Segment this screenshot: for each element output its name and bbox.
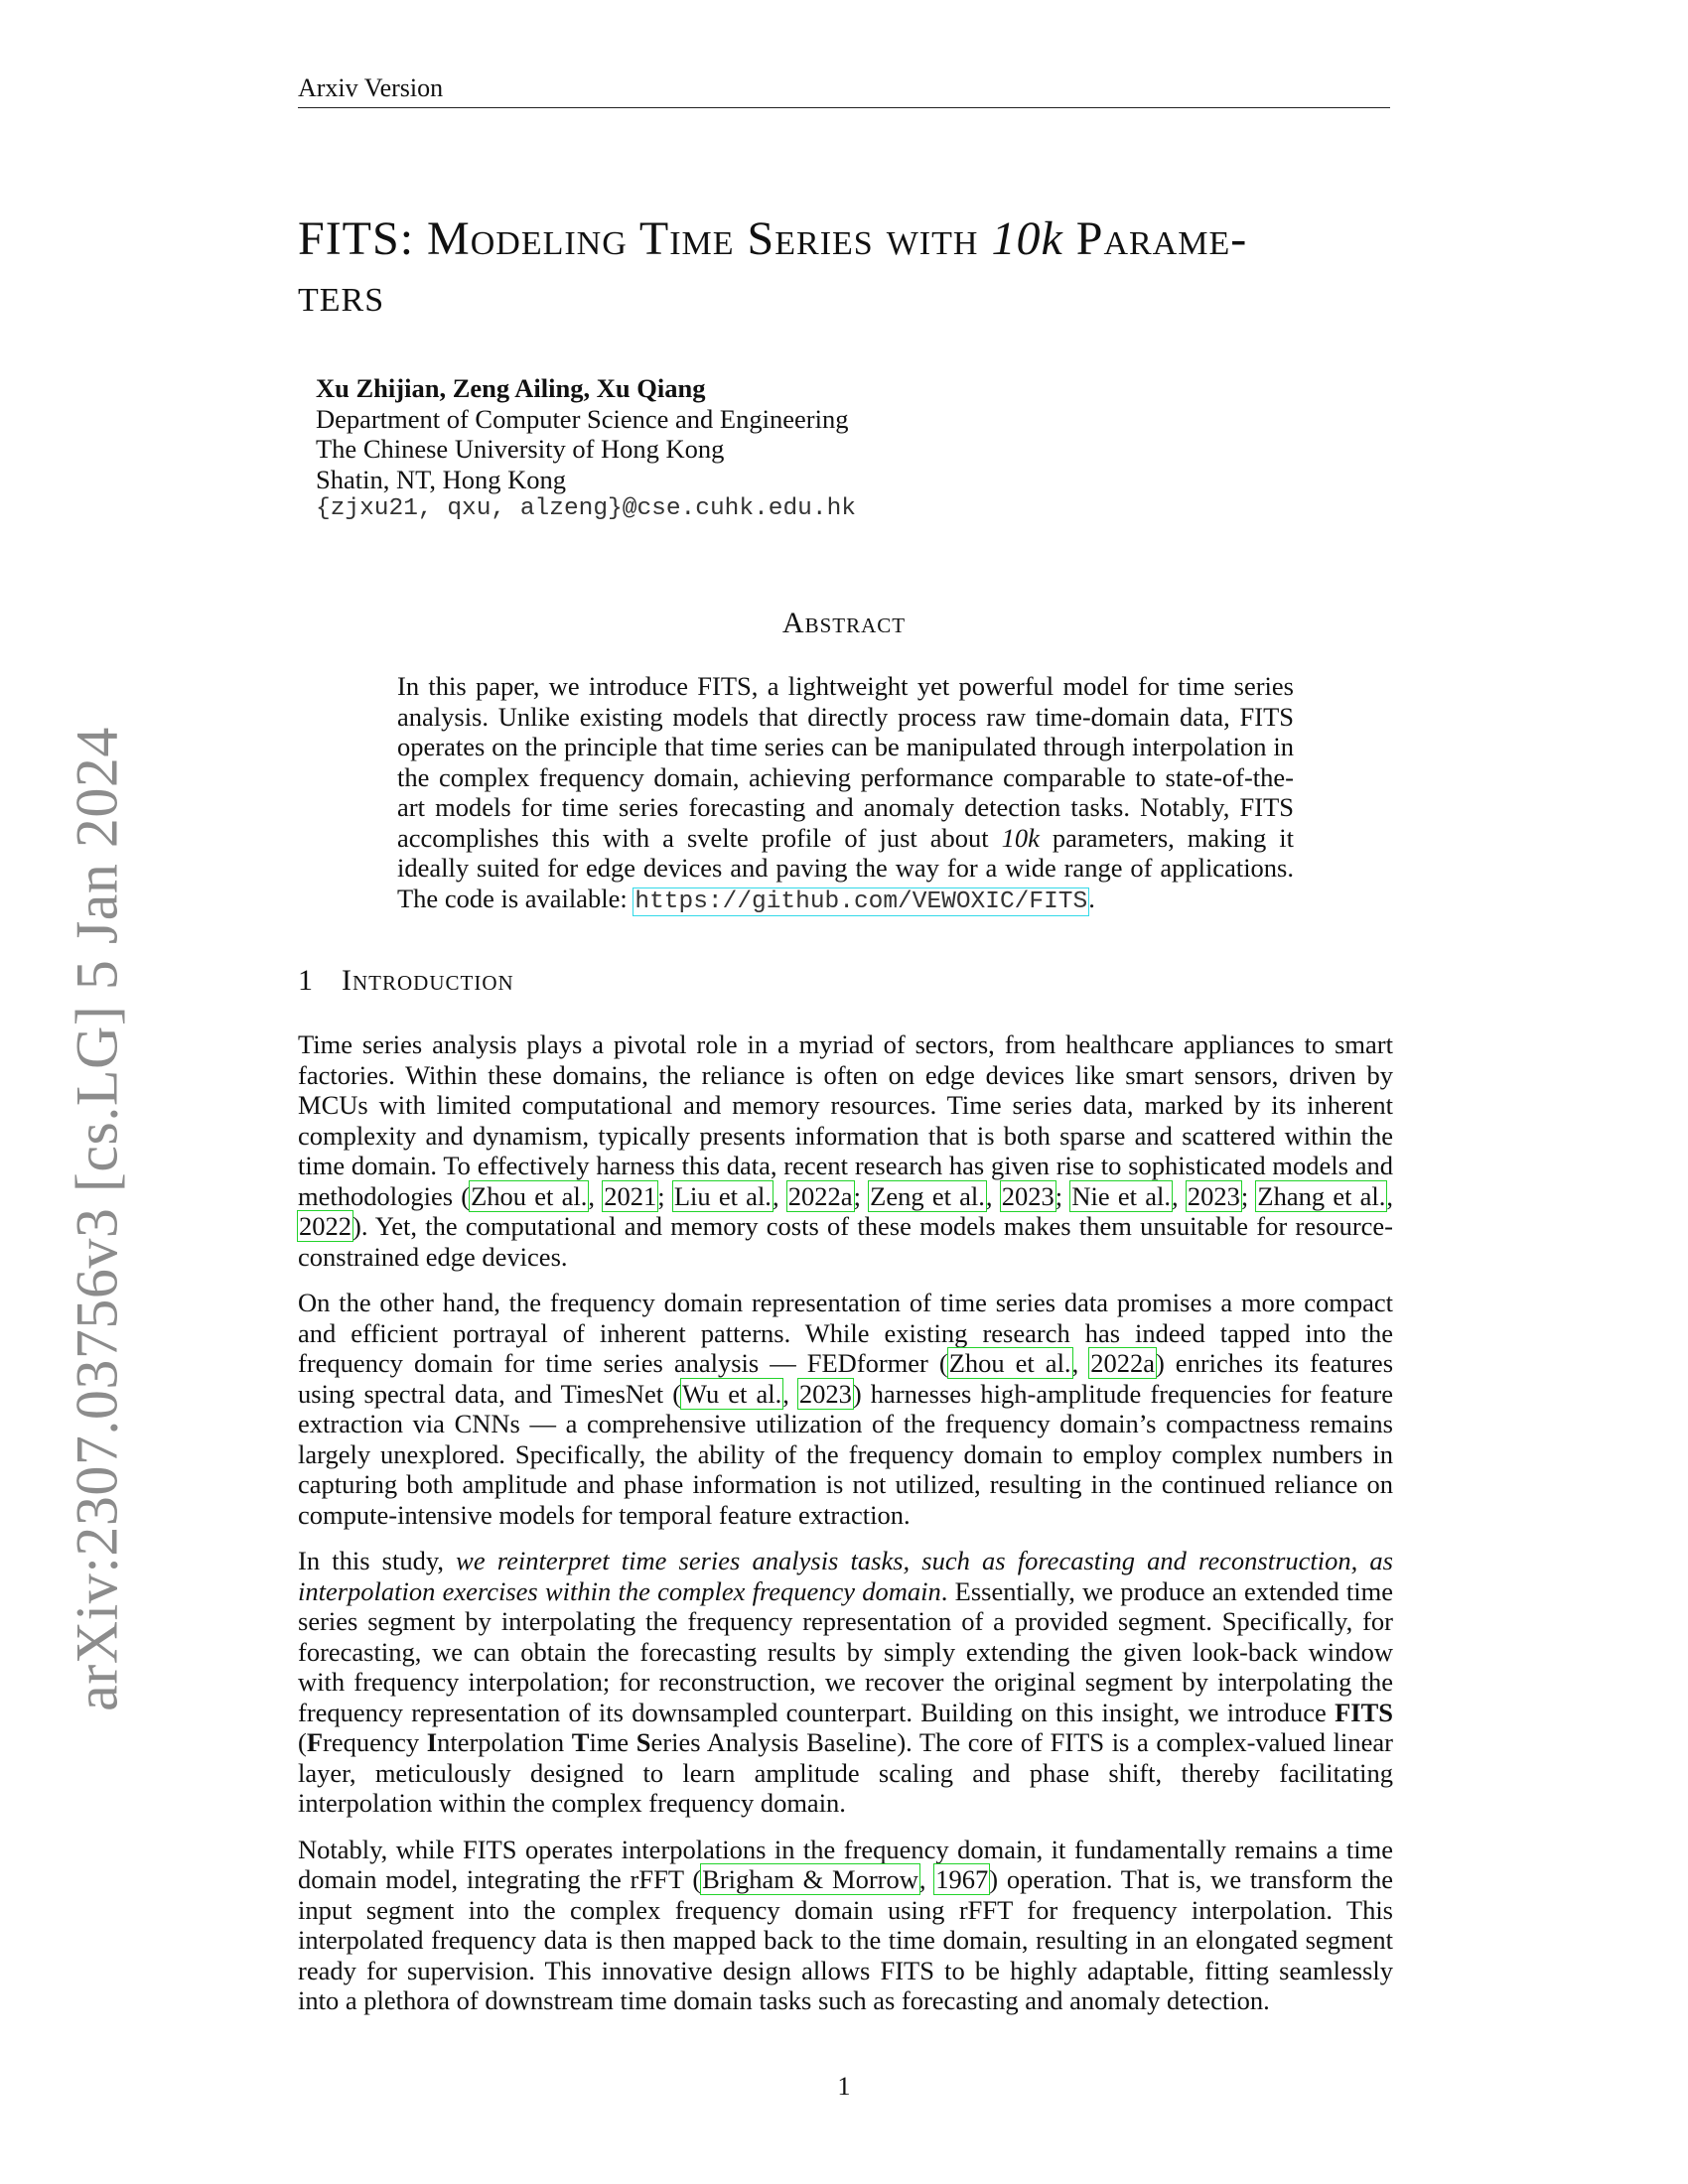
abstract-text-part-2: parameters, making it ideally suited for edge devices and paving the way for a wide range of applications. The code is available: [397, 822, 1295, 913]
citation-separator: , [588, 1180, 604, 1211]
citation-link[interactable]: 2022 [299, 1211, 352, 1241]
author-names: Xu Zhijian, Zeng Ailing, Xu Qiang [316, 373, 706, 403]
paragraph-text: ) enriches its features using spectral data, and TimesNet ( [298, 1348, 1394, 1409]
citation-link[interactable]: Zeng et al. [870, 1180, 985, 1211]
abstract-end: . [1088, 883, 1095, 913]
citation-link[interactable]: 2022a [787, 1180, 853, 1211]
citation-separator: , [985, 1180, 1001, 1211]
citation-link[interactable]: Nie et al. [1071, 1180, 1171, 1211]
title-part-1: FITS: [298, 212, 428, 265]
citation-link[interactable]: Zhou et al. [948, 1348, 1071, 1378]
code-url-link[interactable]: https://github.com/VEWOXIC/FITS [634, 887, 1088, 915]
title-part-4: ters [298, 269, 385, 322]
citation-link[interactable]: 2021 [604, 1180, 657, 1211]
paragraph-text: In this study, [298, 1546, 457, 1575]
citation-link[interactable]: 2023 [1001, 1180, 1055, 1211]
citation-link[interactable]: 1967 [935, 1864, 989, 1894]
author-university: The Chinese University of Hong Kong [316, 434, 725, 464]
paragraph-text: On the other hand, the frequency domain representation of time series data promises a more compact and efficient portrayal of inherent patterns. While existing research has indeed tapped into the frequency domain for time series analysis — FEDformer ( [298, 1288, 1393, 1378]
paragraph-text: nterpolation [437, 1727, 572, 1757]
title-math: 10k [991, 212, 1063, 265]
arxiv-identifier-stamp: arXiv:2307.03756v3 [cs.LG] 5 Jan 2024 [64, 727, 130, 1711]
bold-text: FITS [1335, 1697, 1393, 1727]
section-number: 1 [298, 964, 314, 997]
citation-separator: , [1071, 1348, 1090, 1378]
citation-link[interactable]: Zhang et al. [1257, 1180, 1386, 1211]
citation-link[interactable]: 2023 [1187, 1180, 1240, 1211]
paragraph-3 [298, 1546, 1393, 1819]
citation-link[interactable]: Brigham & Morrow [702, 1864, 918, 1894]
citation-link[interactable]: Liu et al. [673, 1180, 772, 1211]
citation-link[interactable]: 2023 [798, 1378, 852, 1409]
citation-link[interactable]: Wu et al. [682, 1378, 782, 1409]
paragraph-2 [298, 1288, 1393, 1530]
title-part-2: Modeling Time Series with [427, 212, 992, 265]
paragraph-text: ime [589, 1727, 636, 1757]
running-header: Arxiv Version [298, 71, 1390, 108]
citation-link[interactable]: Zhou et al. [471, 1180, 588, 1211]
citation-separator: ; [1055, 1180, 1071, 1211]
author-department: Department of Computer Science and Engineering [316, 403, 849, 434]
citation-link[interactable]: 2022a [1090, 1348, 1155, 1378]
abstract-math: 10k [1001, 822, 1040, 853]
bold-text: T [571, 1727, 590, 1757]
citation-separator: , [782, 1378, 798, 1409]
bold-text: S [635, 1727, 651, 1757]
paragraph-text: ) operation. That is, we transform the input segment into the complex frequency domain using rFFT for frequency interpolation. This interpolated frequency data is then mapped back to the time domain, resulting in an elongated segment ready for supervision. This innovative design allows FITS to be highly adaptable, fitting seamlessly into a plethora of downstream time domain tasks such as forecasting and anomaly detection. [298, 1864, 1393, 2015]
paragraph-1 [298, 1029, 1393, 1272]
section-title: Introduction [342, 964, 514, 997]
citation-separator: , [772, 1180, 787, 1211]
paragraph-text: ). Yet, the computational and memory costs of these models makes them unsuitable for resource-constrained edge devices. [298, 1211, 1393, 1272]
paragraph-text: . Essentially, we produce an extended time series segment by interpolating the frequency representation of a provided segment. Specifically, for forecasting, we can obtain the forecasting results by simply extending the given look-back window with frequency interpolation; for reconstruction, we recover the original segment by interpolating the frequency representation of its downsampled counterpart. Building on this insight, we introduce [298, 1575, 1393, 1727]
paragraph-text: requency [323, 1727, 427, 1757]
abstract-text [397, 671, 1294, 917]
citation-separator: ; [657, 1180, 673, 1211]
paper-title [298, 210, 1400, 324]
paragraph-text: Time series analysis plays a pivotal role in a myriad of sectors, from healthcare appliances to smart factories. Within these domains, the reliance is often on edge devices like smart sensors, driven by MCUs with limited computational and memory resources. Time series data, marked by its inherent complexity and dynamism, typically presents information that is both sparse and scattered within the time domain. To effectively harness this data, recent research has given rise to sophisticated models and methodologies ( [298, 1029, 1393, 1211]
citation-separator: ; [1240, 1180, 1257, 1211]
citation-separator: , [918, 1864, 935, 1894]
author-block [316, 373, 1209, 525]
bold-text: F [306, 1727, 324, 1757]
abstract-heading: Abstract [781, 607, 907, 639]
citation-separator: ; [853, 1180, 870, 1211]
citation-separator: , [1386, 1180, 1394, 1211]
emphasized-text: we reinterpret time series analysis tasks, such as forecasting and reconstruction, as interpolation exercises within the complex frequency domain [298, 1546, 1393, 1606]
citation-separator: , [1171, 1180, 1187, 1211]
page-number: 1 [837, 2071, 851, 2101]
paragraph-text: Notably, while FITS operates interpolations in the frequency domain, it fundamentally remains a time domain model, integrating the rFFT ( [298, 1834, 1393, 1894]
paragraph-text: ( [298, 1727, 307, 1757]
introduction-body [298, 1029, 1393, 2032]
author-email: {zjxu21, qxu, alzeng}@cse.cuhk.edu.hk [316, 495, 856, 522]
bold-text: I [426, 1727, 438, 1757]
abstract-text-part-1: In this paper, we introduce FITS, a lightweight yet powerful model for time series analysis. Unlike existing models that directly process raw time-domain data, FITS operates on the principle that time series can be manipulated through interpolation in the complex frequency domain, achieving performance comparable to state-of-the-art models for time series forecasting and anomaly detection tasks. Notably, FITS accomplishes this with a svelte profile of just about [397, 671, 1294, 853]
paragraph-text: eries Analysis Baseline). The core of FITS is a complex-valued linear layer, meticulously designed to learn amplitude scaling and phase shift, thereby facilitating interpolation within the complex frequency domain. [298, 1727, 1393, 1818]
paragraph-text: ) harnesses high-amplitude frequencies for feature extraction via CNNs — a comprehensive utilization of the frequency domain’s compactness remains largely unexplored. Specifically, the ability of the frequency domain to employ complex numbers in capturing both amplitude and phase information is not utilized, resulting in the continued reliance on compute-intensive models for temporal feature extraction. [298, 1378, 1394, 1530]
author-location: Shatin, NT, Hong Kong [316, 464, 566, 494]
section-heading-introduction [298, 963, 1390, 999]
title-part-3: Parame- [1062, 212, 1248, 265]
paragraph-4 [298, 1835, 1393, 2016]
